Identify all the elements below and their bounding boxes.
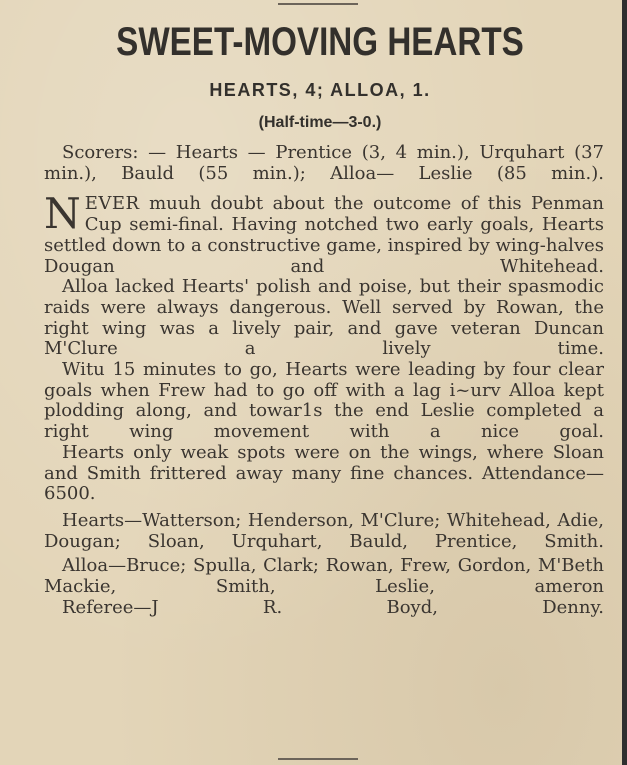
article-body bbox=[44, 143, 604, 618]
scorers-paragraph: Scorers: — Hearts — Prentice (3, 4 min.), Urquhart (37 min.), Bauld (55 min.); Alloa— Leslie (85 min.). bbox=[44, 142, 604, 184]
halftime-score: (Half-time—3-0.) bbox=[258, 114, 382, 131]
score-line: HEARTS, 4; ALLOA, 1. bbox=[209, 80, 431, 100]
bottom-rule bbox=[278, 758, 358, 760]
hearts-lineup: Hearts—Watterson; Henderson, M'Clure; Whitehead, Adie, Dougan; Sloan, Urquhart, Bauld, Prentice, Smith. bbox=[44, 509, 604, 552]
paragraph-2: Alloa lacked Hearts' polish and poise, but their spasmodic raids were always dangerous. Well served by Rowan, the right wing was a lively pair, and gave veteran Duncan M'Clure a lively time. bbox=[44, 276, 604, 360]
paragraph-1 bbox=[44, 189, 604, 277]
headline: SWEET-MOVING HEARTS bbox=[116, 20, 524, 64]
lead-word: EVER bbox=[84, 193, 140, 215]
drop-cap: N bbox=[44, 189, 81, 239]
paragraph-3: Witu 15 minutes to go, Hearts were leading by four clear goals when Frew had to go off with a lag i~urv Alloa kept plodding along, and towar1s the end Leslie completed a right wing movement with a nice goal. bbox=[44, 359, 604, 443]
referee-line: Referee—J R. Boyd, Denny. bbox=[62, 596, 604, 618]
alloa-lineup: Alloa—Bruce; Spulla, Clark; Rowan, Frew, Gordon, M'Beth Mackie, Smith, Leslie, ameron bbox=[44, 555, 604, 598]
top-rule bbox=[278, 3, 358, 5]
paragraph-4: Hearts only weak spots were on the wings, where Sloan and Smith frittered away many fine chances. Attendance—6500. bbox=[44, 441, 604, 505]
paragraph-1-text: muuh doubt about the outcome of this Penman Cup semi-final. Having notched two early goals, Hearts settled down to a constructive game, inspired by wing-halves Dougan and Whitehead. bbox=[44, 193, 604, 277]
